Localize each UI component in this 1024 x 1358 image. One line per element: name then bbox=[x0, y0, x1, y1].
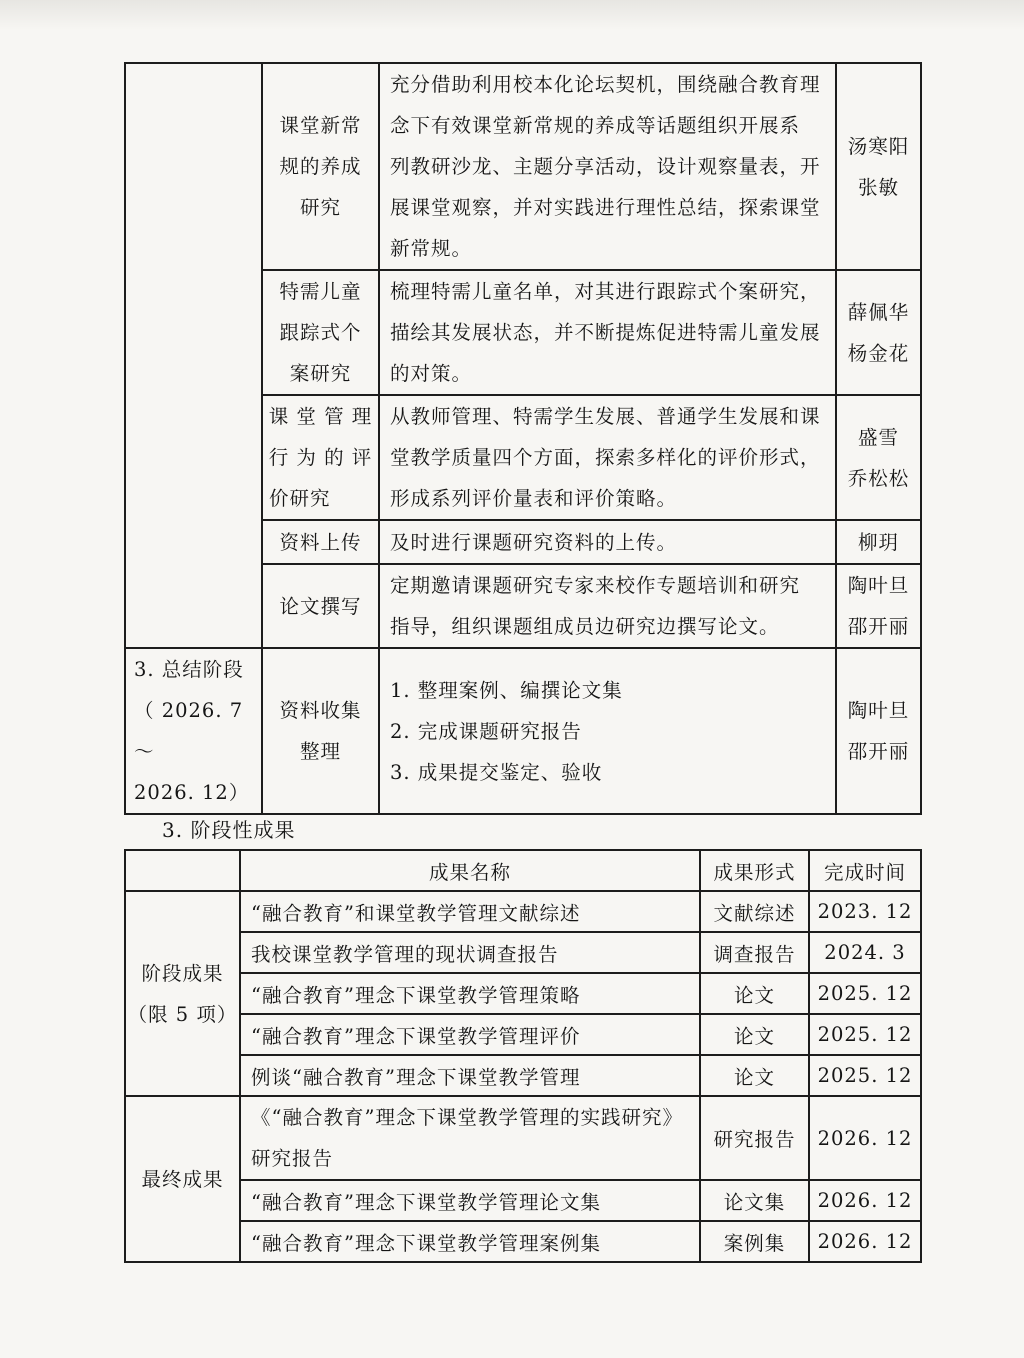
topic-line: 课堂新常 bbox=[279, 114, 362, 137]
stage-result-row bbox=[125, 932, 921, 973]
topic-line: 资料上传 bbox=[279, 530, 362, 554]
owner-cell bbox=[836, 564, 921, 648]
stage-result-row bbox=[125, 1014, 921, 1055]
content-line: 梳理特需儿童名单，对其进行跟踪式个案研究， bbox=[390, 280, 821, 303]
topic-line: 跟踪式个 bbox=[279, 321, 362, 344]
result-name: “融合教育”理念下课堂教学管理论文集 bbox=[240, 1180, 700, 1221]
topic-line: 资料收集 bbox=[279, 699, 362, 722]
result-form: 论文 bbox=[700, 1014, 809, 1055]
result-time: 2024. 3 bbox=[809, 932, 921, 973]
content-line: 展课堂观察，并对实践进行理性总结，探索课堂 bbox=[390, 196, 821, 219]
result-name: “融合教育”理念下课堂教学管理策略 bbox=[240, 973, 700, 1014]
content-line: 3. 成果提交鉴定、验收 bbox=[390, 760, 603, 784]
result-name: “融合教育”和课堂教学管理文献综述 bbox=[240, 891, 700, 932]
stage-result-row bbox=[125, 973, 921, 1014]
stage-cell bbox=[125, 648, 262, 814]
owner-cell bbox=[836, 63, 921, 270]
result-form: 案例集 bbox=[700, 1221, 809, 1262]
section-heading: 3. 阶段性成果 bbox=[162, 818, 296, 842]
result-time: 2023. 12 bbox=[809, 891, 921, 932]
header-name: 成果名称 bbox=[240, 850, 700, 891]
final-result-row bbox=[125, 1096, 921, 1180]
result-form: 论文 bbox=[700, 973, 809, 1014]
owner-name: 薛佩华 bbox=[847, 300, 910, 324]
header-form: 成果形式 bbox=[700, 850, 809, 891]
group-label-line: 阶段成果 bbox=[141, 961, 224, 985]
header-blank-cell bbox=[125, 850, 240, 891]
page-edge-shadow bbox=[0, 0, 1024, 30]
content-cell bbox=[379, 648, 836, 814]
owner-name: 张敏 bbox=[857, 175, 899, 199]
content-line: 堂教学质量四个方面，探索多样化的评价形式， bbox=[390, 446, 821, 469]
stage-line: （ 2026. 7 ～ bbox=[134, 699, 244, 763]
owner-cell bbox=[836, 270, 921, 395]
result-form: 论文集 bbox=[700, 1180, 809, 1221]
result-form: 文献综述 bbox=[700, 891, 809, 932]
content-line: 指导，组织课题组成员边研究边撰写论文。 bbox=[390, 615, 780, 638]
result-name: 我校课堂教学管理的现状调查报告 bbox=[240, 932, 700, 973]
stage-cell-blank bbox=[125, 63, 262, 648]
owner-name: 陶叶旦 bbox=[847, 699, 910, 722]
content-line: 2. 完成课题研究报告 bbox=[390, 719, 582, 743]
topic-cell bbox=[262, 63, 379, 270]
content-line: 1. 整理案例、编撰论文集 bbox=[390, 678, 623, 702]
result-name: “融合教育”理念下课堂教学管理评价 bbox=[240, 1014, 700, 1055]
topic-line: 研究 bbox=[299, 196, 341, 219]
topic-line: 课 堂 管 理 bbox=[268, 405, 373, 428]
stage-line: 2026. 12） bbox=[134, 781, 250, 804]
owner-name: 汤寒阳 bbox=[847, 134, 910, 158]
owner-cell bbox=[836, 648, 921, 814]
owner-name: 柳玥 bbox=[857, 530, 899, 554]
topic-line: 行 为 的 评 bbox=[268, 446, 373, 469]
owner-name: 邵开丽 bbox=[847, 740, 910, 763]
results-header-row bbox=[125, 850, 921, 891]
stage-line: 3. 总结阶段 bbox=[134, 658, 244, 681]
result-name-line: 《“融合教育”理念下课堂教学管理的实践研究》 bbox=[251, 1106, 683, 1129]
content-line: 的对策。 bbox=[390, 362, 473, 385]
topic-line: 特需儿童 bbox=[279, 280, 362, 303]
result-time: 2025. 12 bbox=[809, 1055, 921, 1096]
topic-line: 案研究 bbox=[289, 362, 352, 385]
owner-name: 陶叶旦 bbox=[847, 574, 910, 597]
topic-line: 论文撰写 bbox=[279, 594, 362, 618]
topic-cell bbox=[262, 520, 379, 564]
topic-cell bbox=[262, 648, 379, 814]
topic-line: 价研究 bbox=[269, 487, 331, 510]
owner-name: 杨金花 bbox=[847, 341, 910, 365]
topic-cell bbox=[262, 564, 379, 648]
result-form: 研究报告 bbox=[700, 1096, 809, 1180]
result-name: “融合教育”理念下课堂教学管理案例集 bbox=[240, 1221, 700, 1262]
topic-line: 整理 bbox=[299, 740, 341, 763]
stage-results-label bbox=[125, 891, 240, 1096]
content-line: 及时进行课题研究资料的上传。 bbox=[390, 530, 678, 554]
content-line: 从教师管理、特需学生发展、普通学生发展和课 bbox=[390, 405, 821, 428]
result-time: 2026. 12 bbox=[809, 1180, 921, 1221]
topic-cell bbox=[262, 270, 379, 395]
result-time: 2025. 12 bbox=[809, 973, 921, 1014]
result-name bbox=[240, 1096, 700, 1180]
content-cell bbox=[379, 63, 836, 270]
result-name: 例谈“融合教育”理念下课堂教学管理 bbox=[240, 1055, 700, 1096]
content-line: 描绘其发展状态，并不断提炼促进特需儿童发展 bbox=[390, 321, 821, 344]
owner-cell bbox=[836, 520, 921, 564]
content-cell bbox=[379, 395, 836, 520]
content-line: 定期邀请课题研究专家来校作专题培训和研究 bbox=[390, 574, 801, 597]
stage-result-row bbox=[125, 1055, 921, 1096]
content-line: 形成系列评价量表和评价策略。 bbox=[390, 487, 678, 510]
owner-name: 邵开丽 bbox=[847, 615, 910, 638]
results-table bbox=[124, 849, 922, 1263]
result-name-line: 研究报告 bbox=[251, 1147, 334, 1170]
plan-row-classroom-routine bbox=[125, 63, 921, 270]
group-label-line: （限 5 项） bbox=[127, 1002, 238, 1026]
stage-result-row bbox=[125, 891, 921, 932]
topic-line: 规的养成 bbox=[279, 155, 362, 178]
content-line: 列教研沙龙、主题分享活动，设计观察量表，开 bbox=[390, 155, 821, 178]
result-form: 调查报告 bbox=[700, 932, 809, 973]
owner-name: 乔松松 bbox=[847, 466, 910, 490]
content-cell bbox=[379, 520, 836, 564]
content-line: 新常规。 bbox=[390, 237, 473, 260]
content-line: 念下有效课堂新常规的养成等话题组织开展系 bbox=[390, 114, 801, 137]
owner-name: 盛雪 bbox=[857, 425, 899, 449]
result-time: 2026. 12 bbox=[809, 1096, 921, 1180]
final-result-row bbox=[125, 1221, 921, 1262]
content-line: 充分借助利用校本化论坛契机，围绕融合教育理 bbox=[390, 73, 821, 96]
result-form: 论文 bbox=[700, 1055, 809, 1096]
owner-cell bbox=[836, 395, 921, 520]
content-cell bbox=[379, 564, 836, 648]
result-time: 2025. 12 bbox=[809, 1014, 921, 1055]
topic-cell bbox=[262, 395, 379, 520]
plan-row-summary-stage bbox=[125, 648, 921, 814]
final-result-row bbox=[125, 1180, 921, 1221]
final-results-label: 最终成果 bbox=[125, 1096, 240, 1262]
result-time: 2026. 12 bbox=[809, 1221, 921, 1262]
header-time: 完成时间 bbox=[809, 850, 921, 891]
content-cell bbox=[379, 270, 836, 395]
research-plan-table bbox=[124, 62, 922, 815]
